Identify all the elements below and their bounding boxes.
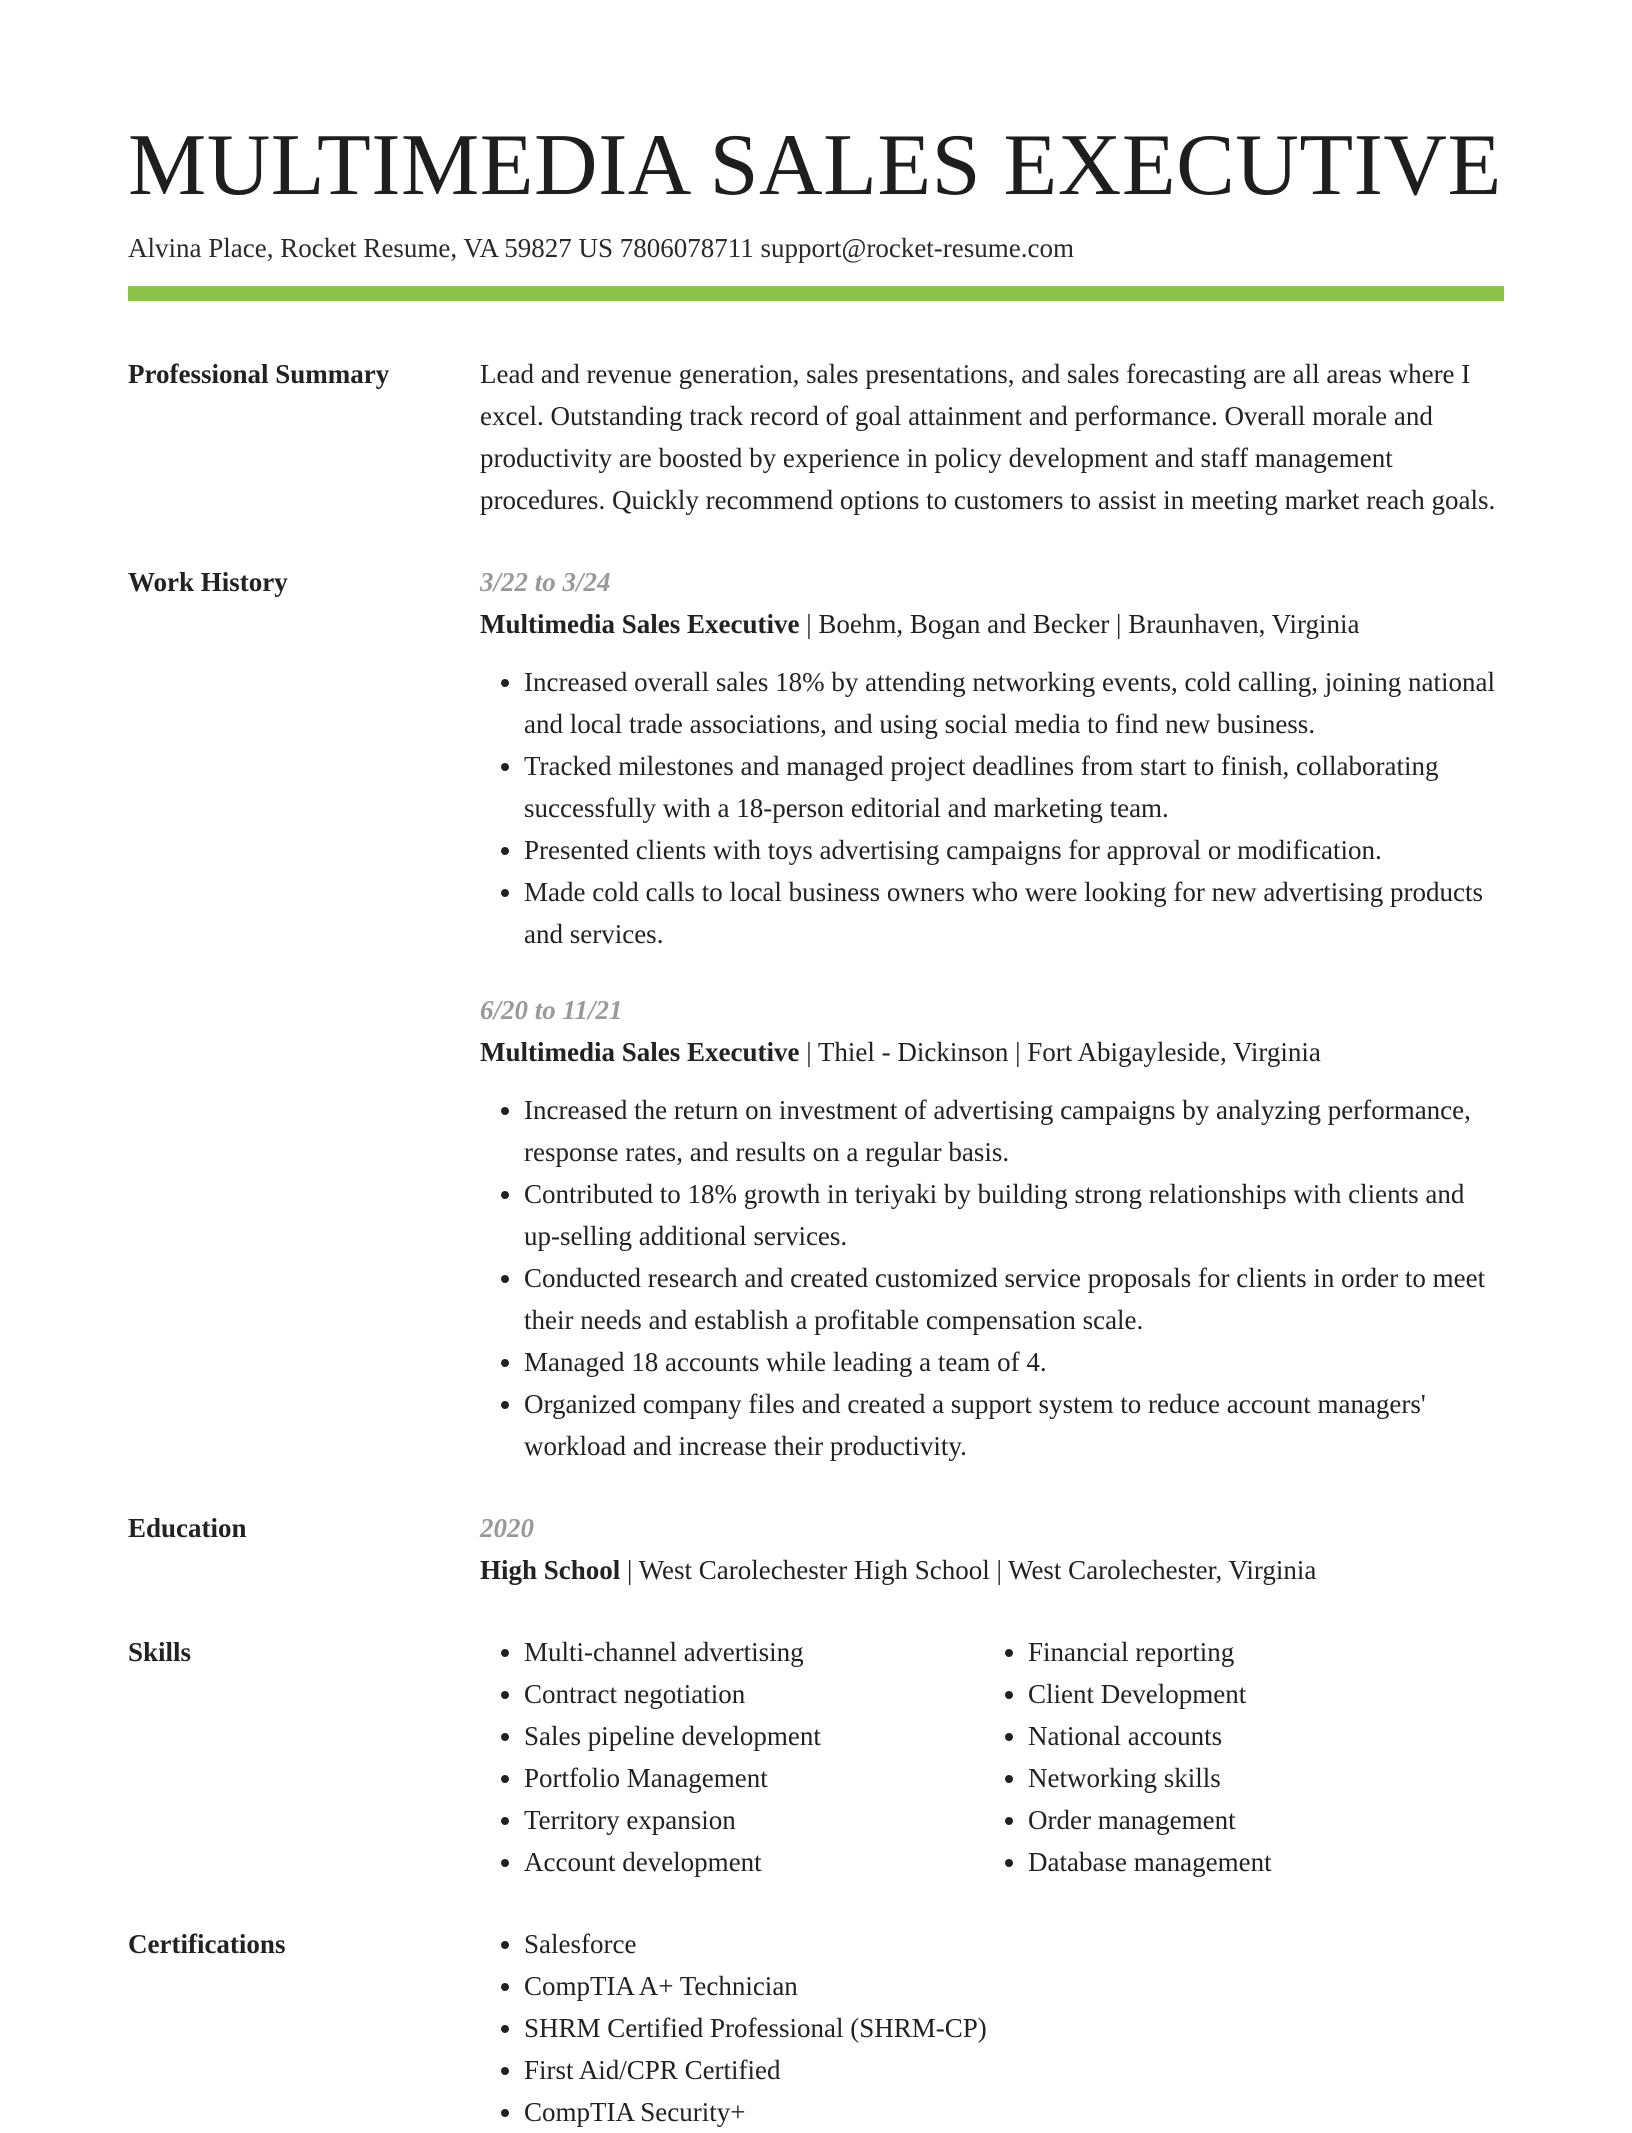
skill-item: • Account development (524, 1841, 984, 1883)
skills-section (128, 1631, 1504, 1883)
certifications-list (480, 1923, 1504, 2133)
certification-item: • Salesforce (524, 1923, 1504, 1965)
job-bullet: • Tracked milestones and managed project deadlines from start to finish, collaborating successfully with a 18-person editorial and marketing team. (524, 745, 1504, 829)
skill-item: • Sales pipeline development (524, 1715, 984, 1757)
job-role-line (480, 603, 1504, 645)
education-year: 2020 (480, 1512, 534, 1543)
skill-item: • Territory expansion (524, 1799, 984, 1841)
job-bullet: • Made cold calls to local business owners who were looking for new advertising products and services. (524, 871, 1504, 955)
section-label-summary: Professional Summary (128, 358, 390, 389)
resume-page (128, 118, 1504, 2133)
job-bullet: • Organized company files and created a support system to reduce account managers' workload and increase their productivity. (524, 1383, 1504, 1467)
job-entry (480, 989, 1504, 1467)
skill-item: • Order management (1028, 1799, 1488, 1841)
section-label-certifications: Certifications (128, 1928, 286, 1959)
job-bullet: • Presented clients with toys advertising campaigns for approval or modification. (524, 829, 1504, 871)
job-bullets (480, 661, 1504, 955)
section-label-education: Education (128, 1512, 247, 1543)
job-dates: 3/22 to 3/24 (480, 566, 611, 597)
skills-grid (480, 1631, 1504, 1883)
skills-column-right (984, 1631, 1488, 1883)
job-bullets (480, 1089, 1504, 1467)
skills-column-left (480, 1631, 984, 1883)
contact-email: support@rocket-resume.com (760, 232, 1075, 263)
certifications-section (128, 1923, 1504, 2133)
job-dates: 6/20 to 11/21 (480, 994, 623, 1025)
contact-line (128, 231, 1504, 266)
skill-item: • Multi-channel advertising (524, 1631, 984, 1673)
education-details: | West Carolechester High School | West Carolechester, Virginia (620, 1554, 1317, 1585)
skill-item: • Networking skills (1028, 1757, 1488, 1799)
job-title: Multimedia Sales Executive (480, 1036, 800, 1067)
job-bullet: • Managed 18 accounts while leading a team of 4. (524, 1341, 1504, 1383)
job-role-line (480, 1031, 1504, 1073)
skill-item: • Financial reporting (1028, 1631, 1488, 1673)
contact-address: Alvina Place, Rocket Resume, VA 59827 US (128, 232, 613, 263)
education-section (128, 1507, 1504, 1591)
certification-item: • First Aid/CPR Certified (524, 2049, 1504, 2091)
contact-phone: 7806078711 (619, 232, 754, 263)
job-details: | Boehm, Bogan and Becker | Braunhaven, Virginia (799, 608, 1360, 639)
skill-item: • Client Development (1028, 1673, 1488, 1715)
certification-item: • CompTIA Security+ (524, 2091, 1504, 2133)
work-history-section (128, 561, 1504, 1467)
skill-item: • National accounts (1028, 1715, 1488, 1757)
job-bullet: • Increased the return on investment of advertising campaigns by analyzing performance, response rates, and results on a regular basis. (524, 1089, 1504, 1173)
education-line (480, 1549, 1504, 1591)
resume-title: MULTIMEDIA SALES EXECUTIVE (128, 117, 1502, 214)
section-label-skills: Skills (128, 1636, 192, 1667)
job-entry (480, 561, 1504, 955)
certification-item: • SHRM Certified Professional (SHRM-CP) (524, 2007, 1504, 2049)
section-label-work: Work History (128, 566, 288, 597)
skill-item: • Contract negotiation (524, 1673, 984, 1715)
certification-item: • CompTIA A+ Technician (524, 1965, 1504, 2007)
job-details: | Thiel - Dickinson | Fort Abigayleside, Virginia (799, 1036, 1321, 1067)
education-degree: High School (480, 1554, 621, 1585)
skill-item: • Database management (1028, 1841, 1488, 1883)
skill-item: • Portfolio Management (524, 1757, 984, 1799)
job-bullet: • Contributed to 18% growth in teriyaki by building strong relationships with clients and up-selling additional services. (524, 1173, 1504, 1257)
job-bullet: • Conducted research and created customized service proposals for clients in order to meet their needs and establish a profitable compensation scale. (524, 1257, 1504, 1341)
job-title: Multimedia Sales Executive (480, 608, 800, 639)
job-bullet: • Increased overall sales 18% by attending networking events, cold calling, joining national and local trade associations, and using social media to find new business. (524, 661, 1504, 745)
summary-text: Lead and revenue generation, sales presentations, and sales forecasting are all areas where I excel. Outstanding track record of goal attainment and performance. Overall morale and productivity are boosted by experience in policy development and staff management procedures. Quickly recommend options to customers to assist in meeting market reach goals. (480, 358, 1496, 515)
summary-section (128, 353, 1504, 521)
accent-divider (128, 286, 1504, 301)
